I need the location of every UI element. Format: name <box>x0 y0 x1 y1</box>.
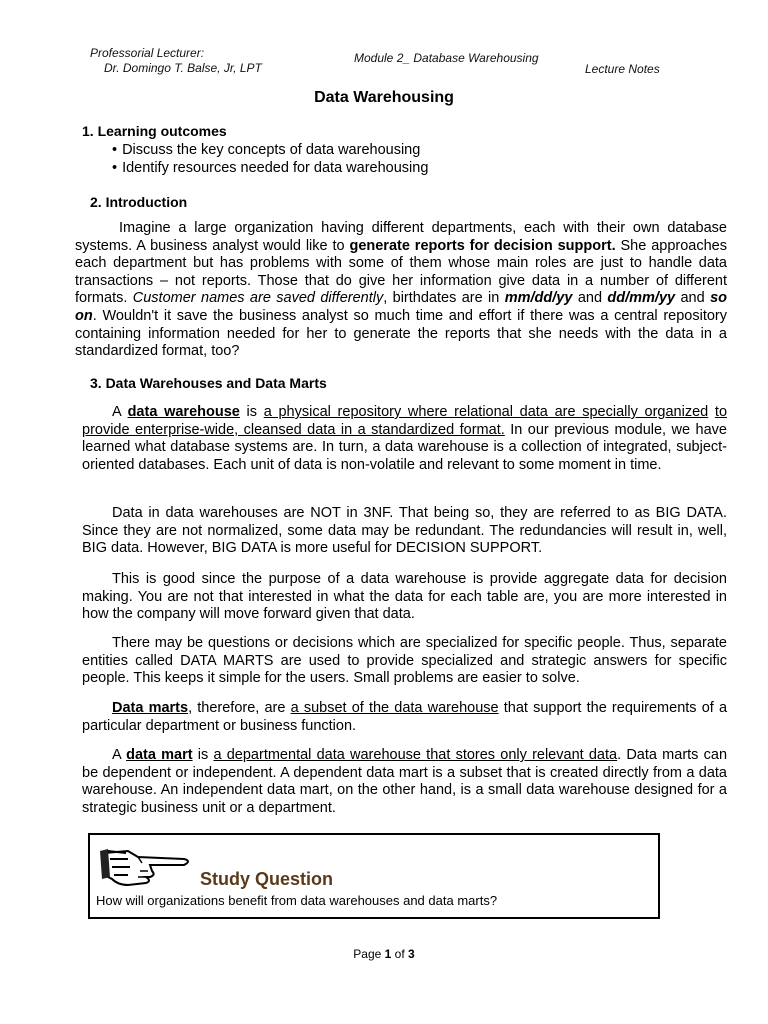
introduction-heading: 2. Introduction <box>90 194 188 210</box>
pointing-hand-icon <box>98 845 194 894</box>
study-question-box <box>88 833 660 919</box>
study-question-title: Study Question <box>200 869 334 889</box>
list-item: • Identify resources needed for data warehousing <box>112 159 428 177</box>
lecturer-label: Professorial Lecturer: <box>90 46 205 60</box>
list-item: • Discuss the key concepts of data warehousing <box>112 141 428 159</box>
module-title: Module 2_ Database Warehousing <box>354 51 539 65</box>
data-mart-definition: A data mart is a departmental data warehouse that stores only relevant data. Data marts can be dependent or independent. A dependent data mart is a subset that is created directly from a data warehouse. An independent data mart, on the other hand, is a small data warehouse designed for a strategic business unit or a department. <box>82 747 728 816</box>
introduction-paragraph: Imagine a large organization having different departments, each with their own database systems. A business analyst would like to generate reports for decision support. She approaches each department but has problems with some of them whose main roles are just to handle data transactions – not reports. Those that do give her information give data in a number of different formats. Customer names are saved differently, birthdates are in mm/dd/yy and dd/mm/yy and so on. Wouldn't it save the business analyst so much time and effort if there was a central repository containing information needed for her to generate the reports that she needs with the data in a standardized format, too? <box>75 220 727 360</box>
decision-making-paragraph: This is good since the purpose of a data warehouse is provide aggregate data for decision making. You are not that interested in what the data for each table are, you are more interested in how the company will move forward given that data. <box>82 571 727 623</box>
page-title: Data Warehousing <box>314 89 454 106</box>
outcomes-list <box>112 141 428 177</box>
lecturer-name: Dr. Domingo T. Balse, Jr, LPT <box>104 61 262 75</box>
outcomes-heading: 1. Learning outcomes <box>82 123 227 139</box>
data-warehouses-heading: 3. Data Warehouses and Data Marts <box>90 375 327 391</box>
data-warehouse-definition: A data warehouse is a physical repository where relational data are specially organized to provide enterprise-wide, cleansed data in a standardized format. In our previous module, we have learned what database systems are. In turn, a data warehouse is a collection of integrated, subject-oriented databases. Each unit of data is non-volatile and relevant to some moment in time. <box>82 404 728 473</box>
study-question-text: How will organizations benefit from data warehouses and data marts? <box>96 893 498 908</box>
data-marts-subset-paragraph: Data marts, therefore, are a subset of the data warehouse that support the requirements of a particular department or business function. <box>82 700 728 734</box>
big-data-paragraph: Data in data warehouses are NOT in 3NF. That being so, they are referred to as BIG DATA. Since they are not normalized, some data may be redundant. The redundancies will result in, well, BIG data. However, BIG DATA is more useful for DECISION SUPPORT. <box>82 505 727 557</box>
page-number: Page 1 of 3 <box>353 947 415 961</box>
data-marts-intro-paragraph: There may be questions or decisions which are specialized for specific people. Thus, separate entities called DATA MARTS are used to provide specialized and strategic answers for specific people. This keeps it simple for the users. Small problems are easier to solve. <box>82 635 727 687</box>
lecture-notes-label: Lecture Notes <box>585 62 660 76</box>
